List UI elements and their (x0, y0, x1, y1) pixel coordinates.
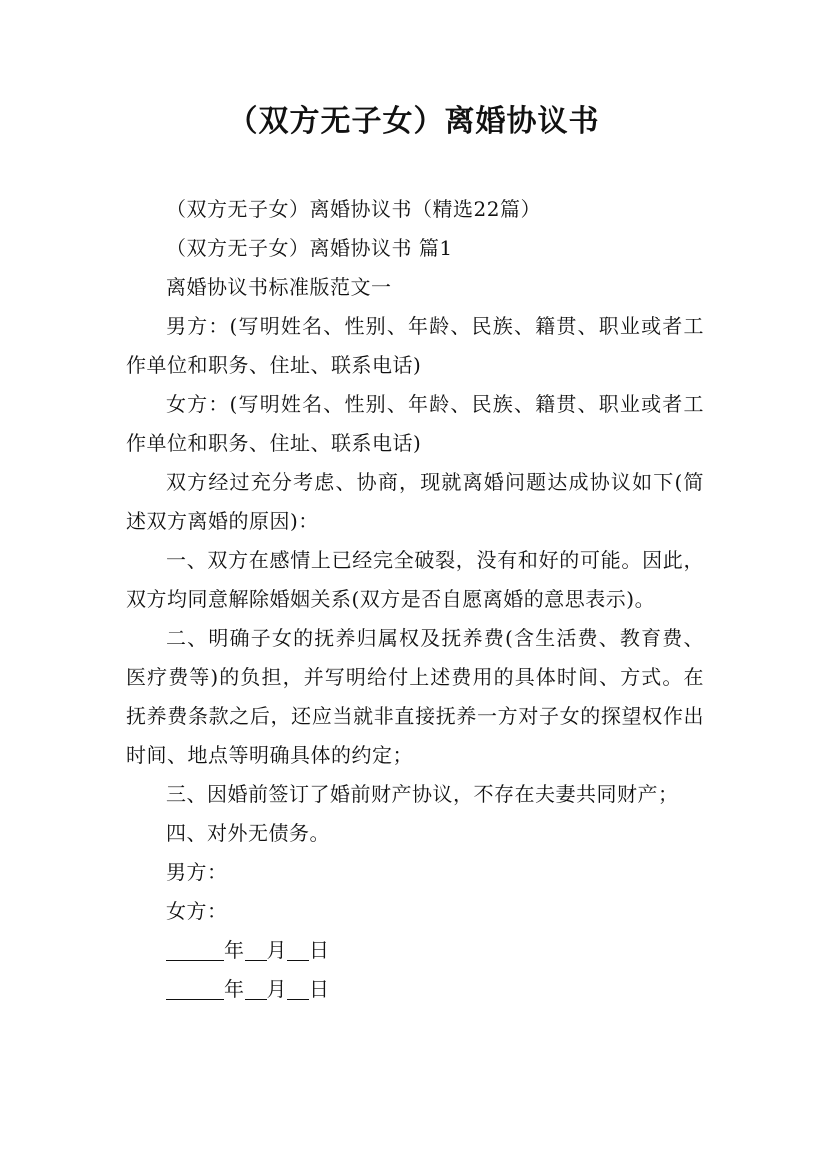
paragraph-clause-2: 二、明确子女的抚养归属权及抚养费(含生活费、教育费、医疗费等)的负担，并写明给付上述费用的具体时间、方式。在抚养费条款之后，还应当就非直接抚养一方对子女的探望权作出时间、地点等明确具体的约定； (126, 626, 704, 767)
document-title: （双方无子女）离婚协议书 (227, 104, 600, 139)
paragraph-clause-4: 四、对外无债务。 (166, 821, 330, 845)
subtitle-article: （双方无子女）离婚协议书 篇1 (166, 236, 453, 260)
signature-female: 女方： (166, 899, 228, 923)
date-line (126, 970, 704, 1009)
day-label: 日 (309, 977, 330, 1001)
year-blank (166, 977, 224, 1000)
section-heading: 离婚协议书标准版范文一 (166, 275, 392, 299)
paragraph-agreement-intro: 双方经过充分考虑、协商，现就离婚问题达成协议如下(简述双方离婚的原因)： (126, 470, 704, 533)
year-label: 年 (224, 977, 245, 1001)
day-blank (287, 938, 309, 961)
month-label: 月 (266, 938, 287, 962)
paragraph-female-party: 女方：(写明姓名、性别、年龄、民族、籍贯、职业或者工作单位和职务、住址、联系电话) (126, 392, 704, 455)
paragraph-clause-1: 一、双方在感情上已经完全破裂，没有和好的可能。因此，双方均同意解除婚姻关系(双方是否自愿离婚的意思表示)。 (126, 548, 704, 611)
month-blank (245, 938, 267, 961)
day-blank (287, 977, 309, 1000)
month-label: 月 (266, 977, 287, 1001)
year-blank (166, 938, 224, 961)
day-label: 日 (309, 938, 330, 962)
year-label: 年 (224, 938, 245, 962)
subtitle-collection: （双方无子女）离婚协议书（精选22篇） (166, 197, 541, 221)
date-line (126, 931, 704, 970)
month-blank (245, 977, 267, 1000)
paragraph-clause-3: 三、因婚前签订了婚前财产协议，不存在夫妻共同财产； (166, 782, 679, 806)
signature-male: 男方： (166, 860, 228, 884)
document-body (126, 190, 704, 1009)
paragraph-male-party: 男方：(写明姓名、性别、年龄、民族、籍贯、职业或者工作单位和职务、住址、联系电话) (126, 314, 704, 377)
